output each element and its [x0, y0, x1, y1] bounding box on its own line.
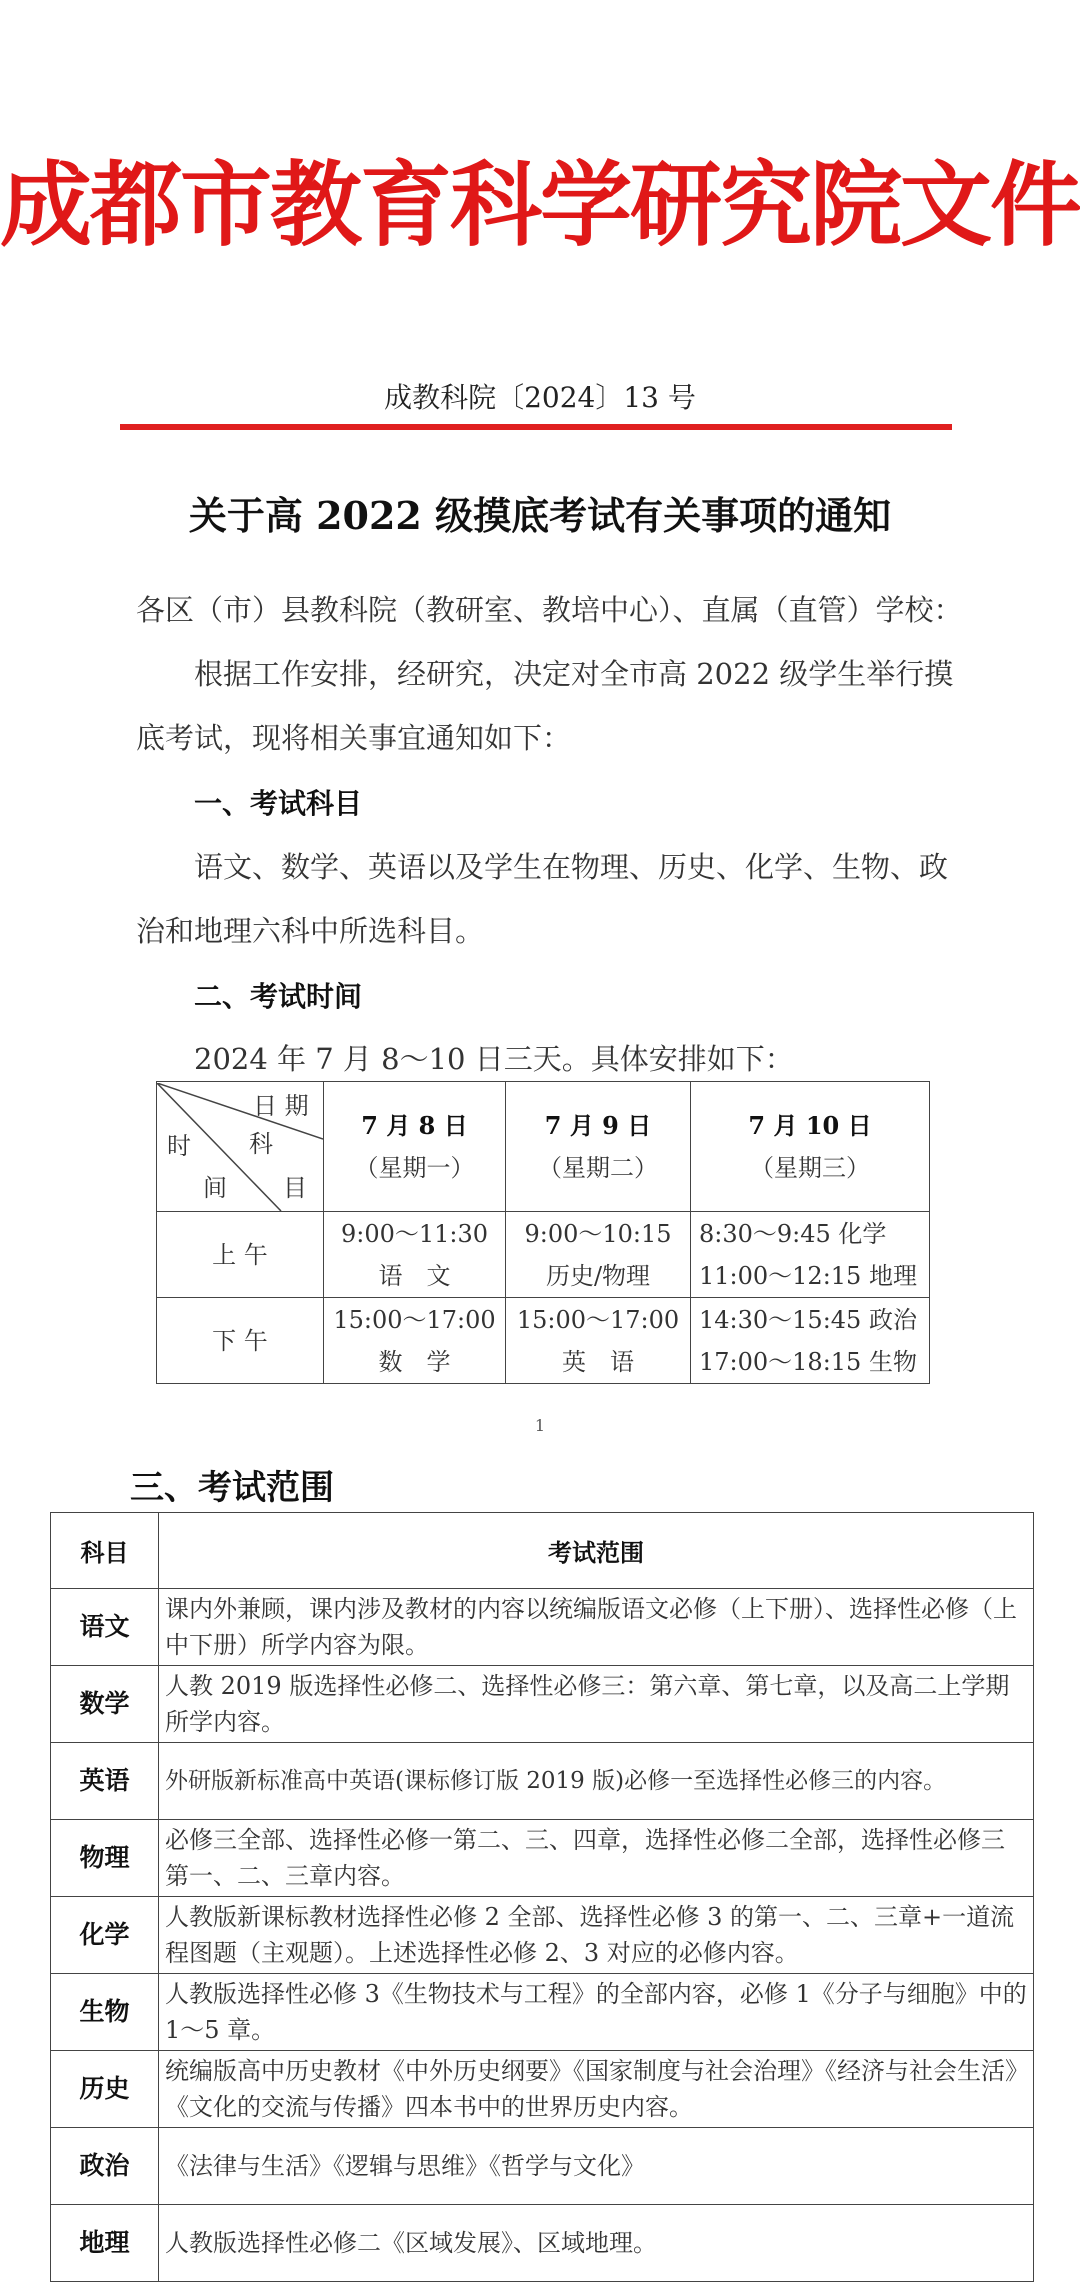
- cell-line: 英 语: [562, 1347, 634, 1376]
- schedule-corner-cell: [157, 1082, 324, 1212]
- day2-weekday: （星期二）: [538, 1153, 658, 1182]
- schedule-row-morning: [157, 1212, 930, 1298]
- section-1-line-1: 语文、数学、英语以及学生在物理、历史、化学、生物、政: [194, 850, 949, 884]
- subject-cell: 政治: [51, 2128, 159, 2205]
- intro-line-1: 根据工作安排，经研究，决定对全市高 2022 级学生举行摸: [194, 657, 954, 691]
- table-row: [51, 1820, 1034, 1897]
- cell-line: 数 学: [378, 1347, 451, 1376]
- cell-line: 8:30～9:45 化学: [699, 1219, 887, 1248]
- day3-weekday: （星期三）: [750, 1153, 870, 1182]
- range-cell: 必修三全部、选择性必修一第二、三、四章，选择性必修二全部，选择性必修三第一、二、三章内容。: [159, 1820, 1034, 1897]
- col-header-subject: 科目: [51, 1513, 159, 1589]
- schedule-col-day2: [506, 1082, 691, 1212]
- red-divider: [120, 424, 952, 430]
- row-label-morning: 上 午: [157, 1212, 324, 1298]
- subject-cell: 语文: [51, 1589, 159, 1666]
- subject-cell: 生物: [51, 1974, 159, 2051]
- corner-time-bottom: 间: [203, 1173, 227, 1202]
- cell-line: 历史/物理: [545, 1261, 651, 1290]
- schedule-cell: [691, 1298, 930, 1384]
- row-label-afternoon: 下 午: [157, 1298, 324, 1384]
- day1-weekday: （星期一）: [354, 1153, 475, 1182]
- corner-subject-label: 科: [249, 1129, 273, 1158]
- col-header-range: 考试范围: [159, 1513, 1034, 1589]
- table-row: [51, 1974, 1034, 2051]
- schedule-col-day1: [324, 1082, 506, 1212]
- subject-cell: 地理: [51, 2205, 159, 2282]
- exam-schedule-table: [156, 1081, 930, 1384]
- range-cell: 外研版新标准高中英语(课标修订版 2019 版)必修一至选择性必修三的内容。: [159, 1743, 1034, 1820]
- day1-date: 7 月 8 日: [361, 1110, 468, 1140]
- cell-line: 语 文: [378, 1261, 451, 1290]
- range-cell: 人教 2019 版选择性必修二、选择性必修三：第六章、第七章，以及高二上学期所学内容。: [159, 1666, 1034, 1743]
- subject-cell: 历史: [51, 2051, 159, 2128]
- cell-line: 11:00～12:15 地理: [699, 1261, 917, 1290]
- subject-cell: 英语: [51, 1743, 159, 1820]
- schedule-cell: [506, 1298, 691, 1384]
- cell-line: 15:00～17:00: [333, 1305, 496, 1334]
- corner-date-label: 日 期: [253, 1091, 309, 1120]
- cell-line: 14:30～15:45 政治: [699, 1305, 917, 1334]
- cell-line: 17:00～18:15 生物: [699, 1347, 917, 1376]
- document-number: 成教科院〔2024〕13 号: [384, 381, 696, 414]
- schedule-cell: [691, 1212, 930, 1298]
- table-row: [51, 1666, 1034, 1743]
- subject-cell: 物理: [51, 1820, 159, 1897]
- subject-cell: 数学: [51, 1666, 159, 1743]
- page-number: 1: [534, 1416, 546, 1435]
- addressee: 各区（市）县教科院（教研室、教培中心）、直属（直管）学校：: [136, 593, 963, 627]
- range-cell: 人教版选择性必修二《区域发展》、区域地理。: [159, 2205, 1034, 2282]
- section-1-heading: 一、考试科目: [194, 787, 363, 820]
- notice-title: 关于高 2022 级摸底考试有关事项的通知: [188, 493, 892, 538]
- cell-line: 15:00～17:00: [516, 1305, 680, 1334]
- range-cell: 统编版高中历史教材《中外历史纲要》《国家制度与社会治理》《经济与社会生活》《文化的交流与传播》四本书中的世界历史内容。: [159, 2051, 1034, 2128]
- table-row: [51, 2205, 1034, 2282]
- range-header-row: [51, 1513, 1034, 1589]
- exam-range-table: [50, 1512, 1034, 2282]
- schedule-cell: [506, 1212, 691, 1298]
- range-cell: 人教版新课标教材选择性必修 2 全部、选择性必修 3 的第一、二、三章+一道流程图题（主观题）。上述选择性必修 2、3 对应的必修内容。: [159, 1897, 1034, 1974]
- corner-mu-label: 目: [283, 1173, 307, 1202]
- table-row: [51, 1897, 1034, 1974]
- schedule-cell: [324, 1298, 506, 1384]
- cell-line: 9:00～10:15: [524, 1219, 672, 1248]
- section-2-heading: 二、考试时间: [194, 980, 363, 1013]
- schedule-row-afternoon: [157, 1298, 930, 1384]
- section-1-line-2: 治和地理六科中所选科目。: [136, 914, 485, 948]
- range-cell: 人教版选择性必修 3《生物技术与工程》的全部内容，必修 1《分子与细胞》中的 1～5 章。: [159, 1974, 1034, 2051]
- section-3-heading: 三、考试范围: [130, 1468, 334, 1508]
- section-2-line: 2024 年 7 月 8～10 日三天。具体安排如下：: [194, 1042, 794, 1076]
- table-row: [51, 1589, 1034, 1666]
- cell-line: 9:00～11:30: [340, 1219, 489, 1248]
- table-row: [51, 1743, 1034, 1820]
- subject-cell: 化学: [51, 1897, 159, 1974]
- schedule-col-day3: [691, 1082, 930, 1212]
- schedule-cell: [324, 1212, 506, 1298]
- intro-line-2: 底考试，现将相关事宜通知如下：: [136, 721, 572, 755]
- org-header-title: 成都市教育科学研究院文件: [0, 151, 1080, 259]
- day3-date: 7 月 10 日: [748, 1110, 872, 1140]
- range-cell: 课内外兼顾，课内涉及教材的内容以统编版语文必修（上下册）、选择性必修（上中下册）所学内容为限。: [159, 1589, 1034, 1666]
- table-row: [51, 2128, 1034, 2205]
- corner-time-top: 时: [167, 1131, 191, 1160]
- table-row: [51, 2051, 1034, 2128]
- range-cell: 《法律与生活》《逻辑与思维》《哲学与文化》: [159, 2128, 1034, 2205]
- day2-date: 7 月 9 日: [544, 1110, 652, 1140]
